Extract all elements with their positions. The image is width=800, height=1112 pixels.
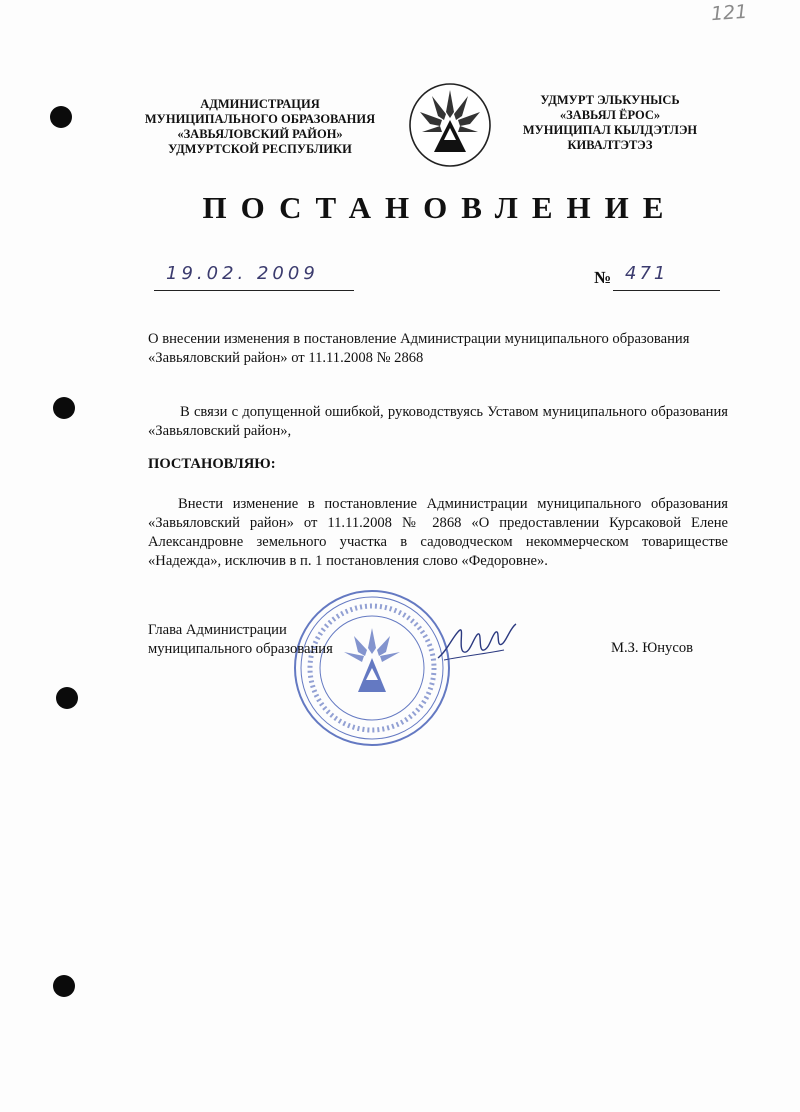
header-left-block [130,97,390,157]
header-left-line: УДМУРТСКОЙ РЕСПУБЛИКИ [168,142,352,156]
signatory-title-line: муниципального образования [148,641,333,657]
signatory-title [148,621,333,659]
document-reason: В связи с допущенной ошибкой, руководствуясь Уставом муниципального образования «Завьяловский район», [148,404,728,439]
official-seal-icon [292,588,452,748]
handwritten-page-number: 121 [710,0,748,26]
date-field [154,263,354,291]
number-label: № [594,268,612,287]
punch-hole [53,397,75,419]
header-left-line: МУНИЦИПАЛЬНОГО ОБРАЗОВАНИЯ [144,112,376,126]
handwritten-number: 471 [625,263,669,284]
document-subject: О внесении изменения в постановление Администрации муниципального образования «Завьяловский район» от 11.11.2008 № 2868 [148,331,690,366]
header-left-line: АДМИНИСТРАЦИЯ [200,97,320,111]
header-left-line: «ЗАВЬЯЛОВСКИЙ РАЙОН» [177,127,343,141]
signatory-title-line: Глава Администрации [148,622,287,638]
punch-hole [50,106,72,128]
header-right-line: КИВАЛТЭТЭЗ [567,138,653,152]
decree-body: Внести изменение в постановление Администрации муниципального образования «Завьяловский район» от 11.11.2008 № 2868 «О предоставлении Курсаковой Елене Александровне земельного участка в садоводческом некоммерческом товариществе «Надежда», исключив в п. 1 постановления слово «Федоровне». [148,496,728,569]
header-right-line: «ЗАВЬЯЛ ЁРОС» [559,108,661,122]
document-title: ПОСТАНОВЛЕНИЕ [202,190,678,225]
number-field [613,263,720,291]
handwritten-date: 19.02. 2009 [166,263,319,284]
district-emblem-icon [408,82,492,168]
decree-heading: ПОСТАНОВЛЯЮ: [148,456,276,472]
signatory-name: М.З. Юнусов [611,640,694,656]
header-right-line: МУНИЦИПАЛ КЫЛДЭТЛЭН [522,123,698,137]
handwritten-signature-icon [434,620,518,670]
header-right-line: УДМУРТ ЭЛЬКУНЫСЬ [540,93,680,107]
punch-hole [56,687,78,709]
header-right-block [510,93,710,153]
punch-hole [53,975,75,997]
